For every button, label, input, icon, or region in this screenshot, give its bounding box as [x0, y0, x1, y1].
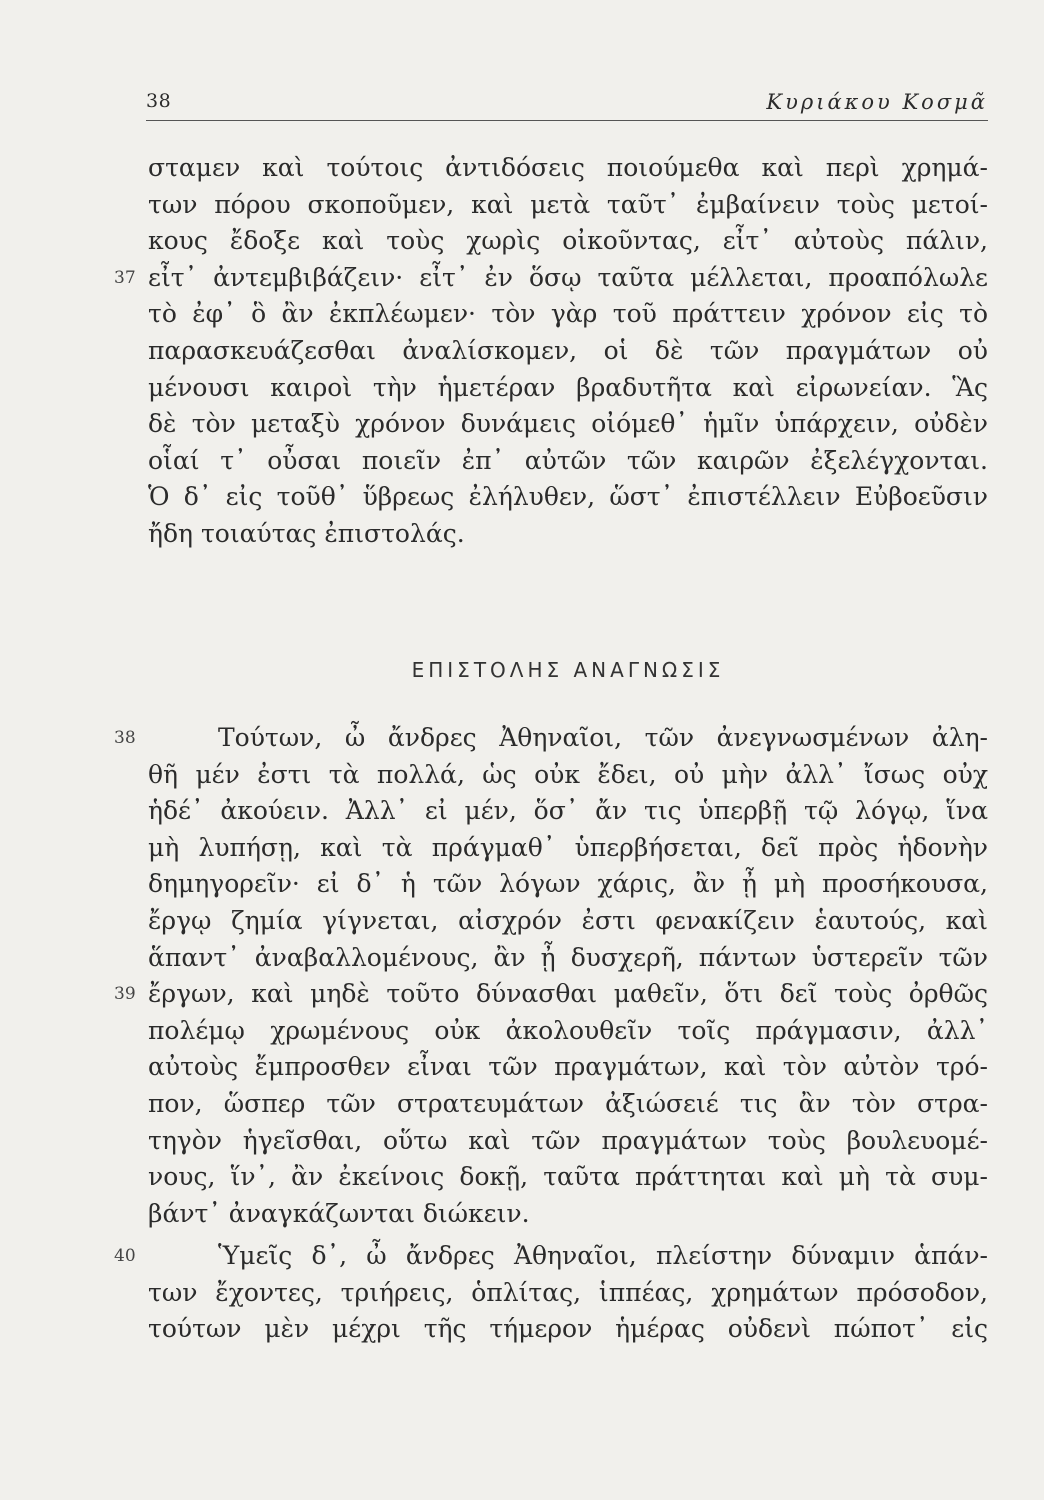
text-line: κους ἔδοξε καὶ τοὺς χωρὶς οἰκοῦντας, εἶτ᾽ αὐτοὺς πάλιν, [148, 226, 988, 256]
text-line-content: εἶτ᾽ ἀντεμβιβάζειν· εἶτ᾽ ἐν ὅσῳ ταῦτα μέλλεται, προαπόλωλε [148, 262, 988, 292]
text-line: μὴ λυπήσῃ, καὶ τὰ πράγμαθ᾽ ὑπερβήσεται, δεῖ πρὸς ἡδονὴν [148, 832, 988, 862]
text-line: παρασκευάζεσθαι ἀναλίσκομεν, οἱ δὲ τῶν πραγμάτων οὐ [148, 335, 988, 365]
page-header [146, 88, 988, 121]
text-line: δημηγορεῖν· εἰ δ᾽ ἡ τῶν λόγων χάρις, ἂν ᾖ μὴ προσήκουσα, [148, 869, 988, 899]
text-line: ἔργῳ ζημία γίγνεται, αἰσχρόν ἐστι φενακίζειν ἑαυτούς, καὶ [148, 905, 988, 935]
text-line: των ἔχοντες, τριήρεις, ὁπλίτας, ἱππέας, χρημάτων πρόσοδον, [148, 1277, 988, 1307]
text-line: τηγὸν ἡγεῖσθαι, οὕτω καὶ τῶν πραγμάτων τοὺς βουλευομέ- [148, 1125, 988, 1155]
text-line: νους, ἵν᾽, ἂν ἐκείνοις δοκῇ, ταῦτα πράττηται καὶ μὴ τὰ συμ- [148, 1162, 988, 1192]
page-number: 38 [146, 90, 172, 112]
text-line-with-marginal [114, 260, 988, 297]
text-line: ἅπαντ᾽ ἀναβαλλομένους, ἂν ᾖ δυσχερῆ, πάντων ὑστερεῖν τῶν [148, 942, 988, 972]
text-line: θῆ μέν ἐστι τὰ πολλά, ὡς οὐκ ἔδει, οὐ μὴν ἀλλ᾽ ἴσως οὐχ [148, 759, 988, 789]
paragraph-block-1 [114, 150, 988, 553]
text-line: δὲ τὸν μεταξὺ χρόνον δυνάμεις οἰόμεθ᾽ ἡμῖν ὑπάρχειν, οὐδὲν [148, 409, 988, 439]
section-heading: ΕΠΙΣΤΟΛΗΣ ΑΝΑΓΝΩΣΙΣ [411, 658, 725, 682]
text-line: βάντ᾽ ἀναγκάζωνται διώκειν. [148, 1198, 530, 1228]
text-line: των πόρου σκοποῦμεν, καὶ μετὰ ταῦτ᾽ ἐμβαίνειν τοὺς μετοί- [148, 189, 988, 219]
text-line: οἷαί τ᾽ οὖσαι ποιεῖν ἐπ᾽ αὐτῶν τῶν καιρῶν ἐξελέγχονται. [148, 445, 988, 475]
section-number-38: 38 [114, 728, 136, 748]
section-number-39: 39 [114, 984, 136, 1005]
section-number-40: 40 [114, 1246, 136, 1266]
text-line: ἤδη τοιαύτας ἐπιστολάς. [148, 518, 465, 548]
text-line-content: Τούτων, ὦ ἄνδρες Ἀθηναῖοι, τῶν ἀνεγνωσμένων ἀλη- [218, 723, 988, 752]
paragraph-block-3 [114, 1238, 988, 1348]
text-line: Ὁ δ᾽ εἰς τοῦθ᾽ ὕβρεως ἐλήλυθεν, ὥστ᾽ ἐπιστέλλειν Εὐβοεῦσιν [148, 482, 988, 512]
text-line: πολέμῳ χρωμένους οὐκ ἀκολουθεῖν τοῖς πράγμασιν, ἀλλ᾽ [148, 1015, 988, 1045]
text-line: αὐτοὺς ἔμπροσθεν εἶναι τῶν πραγμάτων, καὶ τὸν αὐτὸν τρό- [148, 1052, 988, 1082]
paragraph-block-2 [114, 720, 988, 1232]
text-line: τούτων μὲν μέχρι τῆς τήμερον ἡμέρας οὐδενὶ πώποτ᾽ εἰς [148, 1314, 988, 1344]
running-head: Κυριάκου Κοσμᾶ [766, 90, 988, 114]
text-line: πον, ὥσπερ τῶν στρατευμάτων ἀξιώσειέ τις ἂν τὸν στρα- [148, 1088, 988, 1118]
text-line-content: ἔργων, καὶ μηδὲ τοῦτο δύνασθαι μαθεῖν, ὅτι δεῖ τοὺς ὀρθῶς [148, 979, 988, 1009]
text-line-content: Ὑμεῖς δ᾽, ὦ ἄνδρες Ἀθηναῖοι, πλείστην δύναμιν ἁπάν- [218, 1241, 988, 1270]
section-number-37: 37 [114, 267, 136, 288]
text-line: μένουσι καιροὶ τὴν ἡμετέραν βραδυτῆτα καὶ εἰρωνείαν. Ἃς [148, 372, 988, 402]
text-line-with-marginal [114, 976, 988, 1013]
text-line-with-marginal [114, 1238, 988, 1275]
text-line: σταμεν καὶ τούτοις ἀντιδόσεις ποιούμεθα καὶ περὶ χρημά- [148, 153, 988, 182]
text-line: ἡδέ᾽ ἀκούειν. Ἀλλ᾽ εἰ μέν, ὅσ᾽ ἄν τις ὑπερβῇ τῷ λόγῳ, ἵνα [148, 796, 988, 826]
text-line-with-marginal [114, 720, 988, 757]
text-line: τὸ ἐφ᾽ ὃ ἂν ἐκπλέωμεν· τὸν γὰρ τοῦ πράττειν χρόνον εἰς τὸ [148, 299, 988, 329]
